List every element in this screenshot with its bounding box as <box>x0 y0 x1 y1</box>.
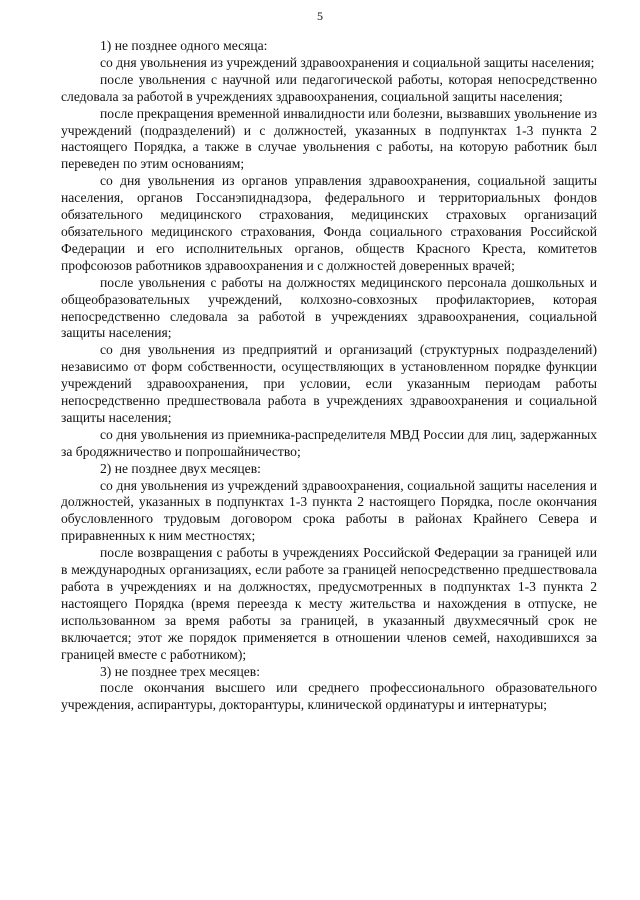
list-heading-2: 2) не позднее двух месяцев: <box>100 460 261 476</box>
paragraph: после окончания высшего или среднего профессионального образовательного учреждения, аспирантуры, докторантуры, клинической ординатуры и интернатуры; <box>61 680 597 713</box>
paragraph: со дня увольнения из приемника-распределителя МВД России для лиц, задержанных за бродяжничество и попрошайничество; <box>61 426 597 459</box>
list-heading-3: 3) не позднее трех месяцев: <box>100 663 260 679</box>
paragraph: со дня увольнения из органов управления здравоохранения, социальной защиты населения, органов Госсанэпиднадзора, федерального и территориальных фондов обязательного медицинского страхования, медицинских страховых организаций обязательного медицинского страхования, Фонда социального страхования Российской Федерации и его исполнительных органов, обществ Красного Креста, комитетов профсоюзов работников здравоохранения и с должностей доверенных врачей; <box>61 173 597 273</box>
page-number: 5 <box>317 9 323 23</box>
paragraph: после прекращения временной инвалидности или болезни, вызвавших увольнение из учреждений (подразделений) и с должностей, указанных в подпунктах 1-3 пункта 2 настоящего Порядка, а также в случае увольнения с работы, на которую работник был переведен по этим основаниям; <box>61 105 597 172</box>
paragraph: после увольнения с работы на должностях медицинского персонала дошкольных и общеобразовательных учреждений, колхозно-совхозных профилакториев, которая непосредственно следовала за работой в учреждениях здравоохранения, социальной защиты населения; <box>61 274 597 341</box>
paragraph: со дня увольнения из предприятий и организаций (структурных подразделений) независимо от форм собственности, осуществляющих в установленном порядке функции учреждений здравоохранения, при условии, если указанным периодам работы непосредственно предшествовала работа в учреждениях здравоохранения и социальной защиты населения; <box>61 342 597 425</box>
paragraph: после возвращения с работы в учреждениях Российской Федерации за границей или в международных организациях, если работе за границей непосредственно предшествовала работа в учреждениях и на должностях, предусмотренных в подпунктах 1-3 пункта 2 настоящего Порядка (время переезда к месту жительства и нахождения в отпуске, не использованном за время работы за границей, в указанный двухмесячный срок не включается; этот же порядок применяется в отношении членов семей, находившихся за границей вместе с работником); <box>61 545 597 662</box>
paragraph: со дня увольнения из учреждений здравоохранения, социальной защиты населения и должностей, указанных в подпунктах 1-3 пункта 2 настоящего Порядка, после окончания обусловленного трудовым договором срока работы в районах Крайнего Севера и приравненных к ним местностях; <box>61 477 597 544</box>
list-heading-1: 1) не позднее одного месяца: <box>100 38 268 53</box>
document-body <box>61 38 597 714</box>
paragraph: со дня увольнения из учреждений здравоохранения и социальной защиты населения; <box>100 54 595 70</box>
paragraph: после увольнения с научной или педагогической работы, которая непосредственно следовала за работой в учреждениях здравоохранения, социальной защиты населения; <box>61 71 597 104</box>
